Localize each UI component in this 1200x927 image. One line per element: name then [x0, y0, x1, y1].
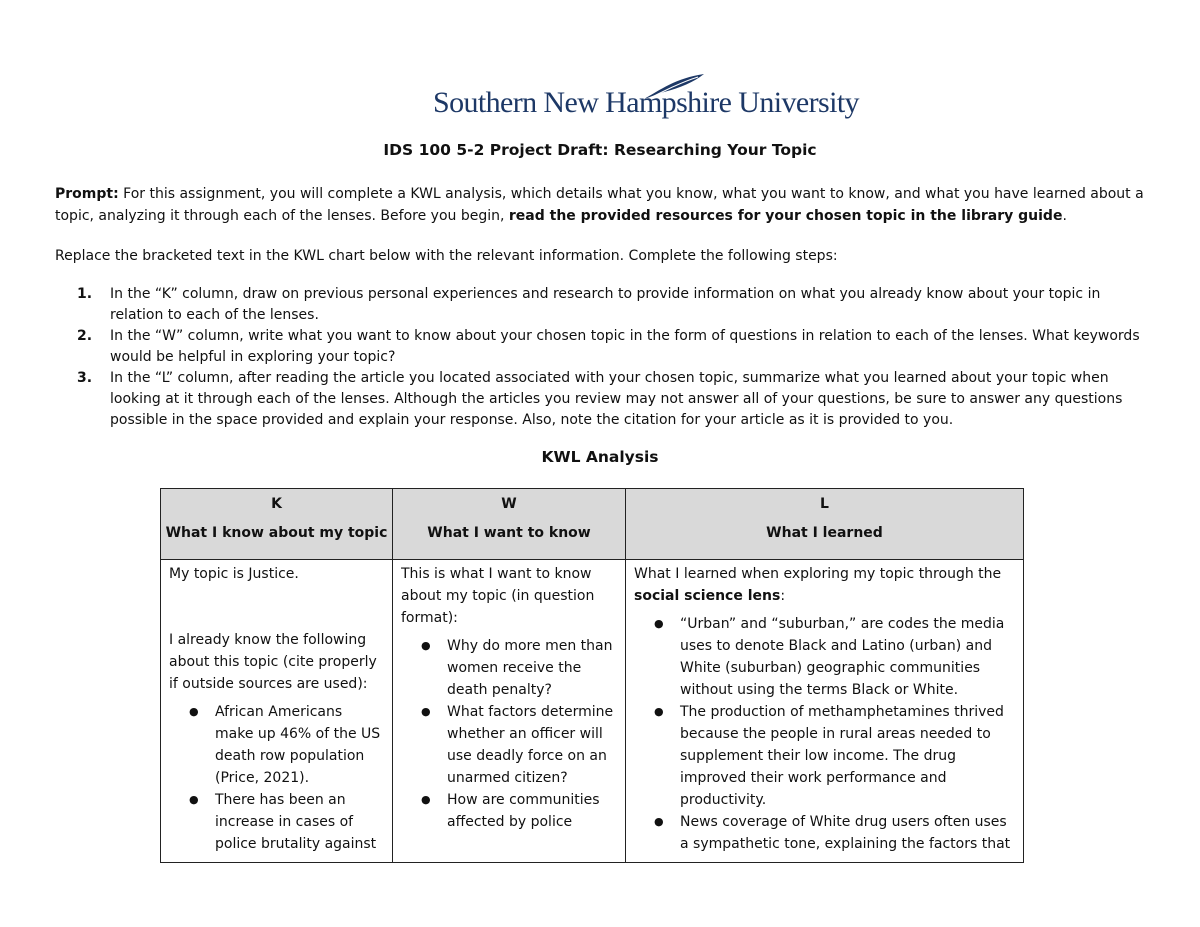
w-intro: This is what I want to know about my topic (in question format): — [401, 566, 595, 626]
list-item: ● African Americans make up 46% of the US death row population (Price, 2021). — [169, 701, 384, 789]
header-k — [161, 489, 393, 560]
bullet-icon: ● — [654, 705, 664, 718]
bullet-icon: ● — [189, 705, 199, 718]
bullet-icon: ● — [189, 793, 199, 806]
logo-text: Southern New Hampshire University — [433, 86, 859, 119]
kwl-body-row — [161, 560, 1024, 863]
step-text: In the “K” column, draw on previous personal experiences and research to provide information on what you already know about your topic in relation to each of the lenses. — [110, 286, 1101, 323]
list-item: ● There has been an increase in cases of police brutality against — [169, 789, 384, 855]
cell-w[interactable] — [393, 560, 626, 863]
header-letter: L — [820, 496, 829, 512]
page-title: IDS 100 5-2 Project Draft: Researching Your Topic — [383, 141, 817, 159]
header-w — [393, 489, 626, 560]
list-item: ● What factors determine whether an officer will use deadly force on an unarmed citizen? — [401, 701, 617, 789]
prompt-label: Prompt: — [55, 186, 119, 202]
l-bullet-list — [634, 613, 1015, 855]
bullet-icon: ● — [654, 617, 664, 630]
w-bullet-list — [401, 635, 617, 833]
list-item: ● The production of methamphetamines thrived because the people in rural areas needed to supplement their low income. The drug improved their work performance and productivity. — [634, 701, 1015, 811]
list-item: ● News coverage of White drug users often uses a sympathetic tone, explaining the factors that — [634, 811, 1015, 855]
step-number: 3. — [77, 370, 93, 386]
header-subtitle: What I know about my topic — [165, 525, 388, 541]
bullet-icon: ● — [421, 793, 431, 806]
list-item: ● How are communities affected by police — [401, 789, 617, 833]
header-letter: W — [501, 496, 517, 512]
k-topic: My topic is Justice. — [169, 566, 299, 582]
step-item — [55, 284, 1145, 326]
lens-name: social science lens — [634, 588, 781, 604]
header-letter: K — [271, 496, 282, 512]
step-number: 2. — [77, 328, 93, 344]
step-text: In the “L” column, after reading the article you located associated with your chosen topic, summarize what you learned about your topic when looking at it through each of the lenses. Although the articles you review may not answer all of your questions, be sure to answer any questions possible in the space provided and explain your response. Also, note the citation for your article as it is provided to you. — [110, 370, 1123, 428]
prompt-paragraph — [55, 183, 1145, 227]
header-subtitle: What I want to know — [427, 525, 591, 541]
prompt-text: For this assignment, you will complete a KWL analysis, which details what you know, what you want to know, and what you have learned about a topic, analyzing it through each of the lenses. Before you begin, — [55, 186, 1144, 224]
step-item — [55, 368, 1145, 431]
kwl-table — [160, 488, 1024, 863]
k-intro: I already know the following about this topic (cite properly if outside sources are used): — [169, 632, 377, 692]
bullet-icon: ● — [421, 639, 431, 652]
header-l — [626, 489, 1024, 560]
cell-k[interactable] — [161, 560, 393, 863]
kwl-title: KWL Analysis — [541, 448, 659, 466]
bullet-icon: ● — [654, 815, 664, 828]
cell-l[interactable] — [626, 560, 1024, 863]
steps-list — [55, 284, 1145, 431]
quill-icon — [638, 72, 708, 102]
university-logo — [433, 72, 859, 128]
step-text: In the “W” column, write what you want to know about your chosen topic in the form of questions in relation to each of the lenses. What keywords would be helpful in exploring your topic? — [110, 328, 1140, 365]
prompt-period: . — [1062, 208, 1067, 224]
bullet-icon: ● — [421, 705, 431, 718]
list-item: ● Why do more men than women receive the death penalty? — [401, 635, 617, 701]
step-item — [55, 326, 1145, 368]
instructions-paragraph: Replace the bracketed text in the KWL chart below with the relevant information. Complete the following steps: — [55, 248, 838, 264]
list-item: ● “Urban” and “suburban,” are codes the media uses to denote Black and Latino (urban) and White (suburban) geographic communities without using the terms Black or White. — [634, 613, 1015, 701]
kwl-header-row — [161, 489, 1024, 560]
header-subtitle: What I learned — [766, 525, 883, 541]
step-number: 1. — [77, 286, 93, 302]
prompt-bold-text: read the provided resources for your chosen topic in the library guide — [508, 208, 1063, 224]
k-bullet-list — [169, 701, 384, 855]
l-intro: What I learned when exploring my topic through the social science lens: — [634, 566, 1002, 604]
